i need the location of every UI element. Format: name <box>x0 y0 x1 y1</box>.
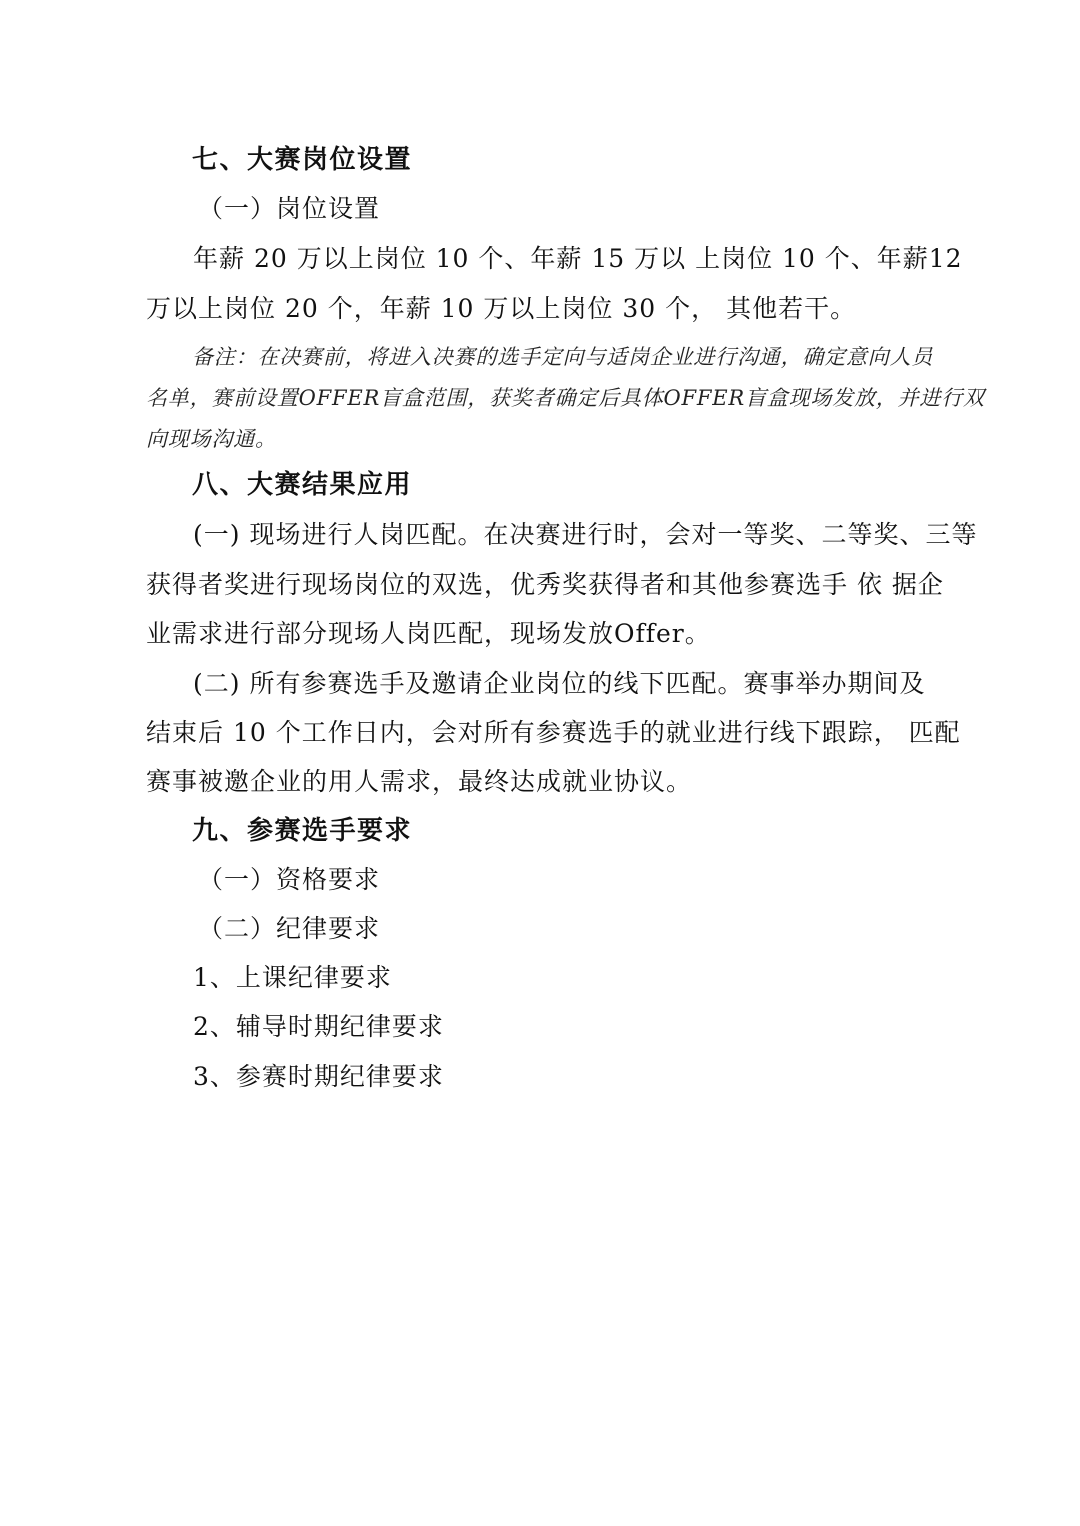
section-9-subheading-2: （二）纪律要求 <box>198 914 381 943</box>
list-item-2: 2、辅导时期纪律要求 <box>193 1012 444 1041</box>
section-9-heading: 九、参赛选手要求 <box>192 816 413 846</box>
section-9-subheading-1: （一）资格要求 <box>198 865 381 894</box>
section-7-heading: 七、大赛岗位设置 <box>192 145 413 175</box>
section-8-paragraph-2-line-2: 结束后 10 个工作日内，会对所有参赛选手的就业进行线下跟踪， 匹配 <box>146 718 961 747</box>
section-8-paragraph-2-line-1: (二) 所有参赛选手及邀请企业岗位的线下匹配。赛事举办期间及 <box>193 669 926 698</box>
section-7-note-line-2: 名单，赛前设置OFFER盲盒范围，获奖者确定后具体OFFER盲盒现场发放，并进行双 <box>146 386 985 410</box>
section-7-paragraph-line-2: 万以上岗位 20 个，年薪 10 万以上岗位 30 个， 其他若干。 <box>146 294 857 323</box>
section-7-note-line-3: 向现场沟通。 <box>146 427 277 451</box>
list-item-1: 1、上课纪律要求 <box>193 963 392 992</box>
section-8-paragraph-1-line-3: 业需求进行部分现场人岗匹配，现场发放Offer。 <box>146 619 711 648</box>
section-8-paragraph-2-line-3: 赛事被邀企业的用人需求，最终达成就业协议。 <box>146 767 693 796</box>
section-7-subheading-1: （一）岗位设置 <box>198 194 381 223</box>
section-7-paragraph-line-1: 年薪 20 万以上岗位 10 个、年薪 15 万以 上岗位 10 个、年薪12 <box>193 244 963 273</box>
section-8-paragraph-1-line-1: (一) 现场进行人岗匹配。在决赛进行时，会对一等奖、二等奖、三等 <box>193 520 978 549</box>
section-8-heading: 八、大赛结果应用 <box>192 470 413 500</box>
section-7-note-line-1: 备注：在决赛前，将进入决赛的选手定向与适岗企业进行沟通，确定意向人员 <box>192 345 934 369</box>
list-item-3: 3、参赛时期纪律要求 <box>193 1062 444 1091</box>
section-8-paragraph-1-line-2: 获得者奖进行现场岗位的双选，优秀奖获得者和其他参赛选手 依 据企 <box>146 570 944 599</box>
